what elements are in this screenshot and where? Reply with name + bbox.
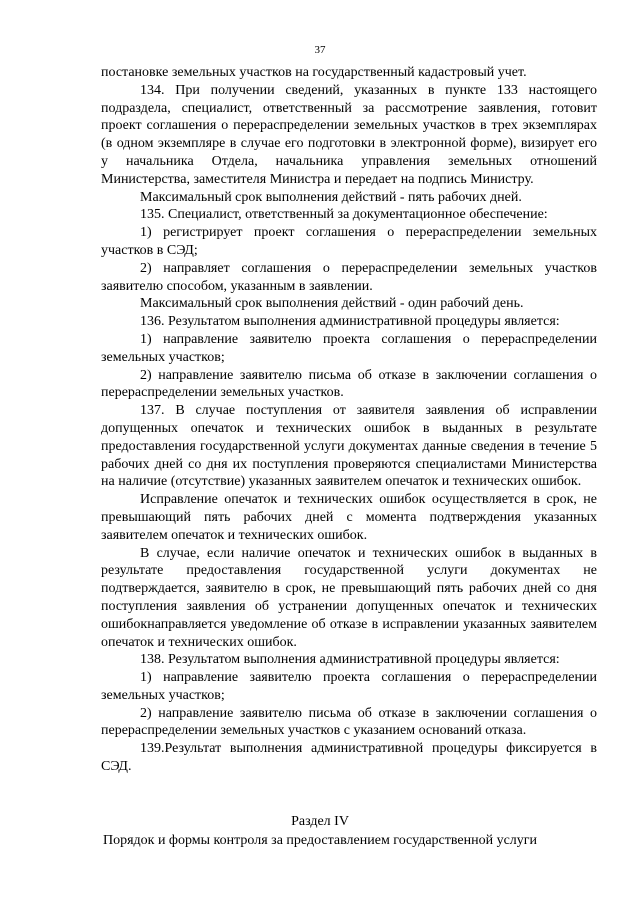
paragraph: 2) направление заявителю письма об отказе в заключении соглашения о перераспределении земельных участков. [101, 367, 597, 401]
section-title: Раздел IV [291, 814, 349, 829]
paragraph: 1) направление заявителю проекта соглашения о перераспределении земельных участков; [101, 331, 597, 365]
paragraph: 2) направляет соглашения о перераспределении земельных участков заявителю способом, указанным в заявлении. [101, 260, 597, 294]
paragraph: 135. Специалист, ответственный за документационное обеспечение: [140, 207, 548, 223]
paragraph: 134. При получении сведений, указанных в пункте 133 настоящего подраздела, специалист, ответственный за рассмотрение заявления, готовит проект соглашения о перераспределении земельных участков в трех экземплярах (в одном экземпляре в случае его подготовки в электронной форме), визирует его у начальника Отдела, начальника управления земельных отношений Министерства, заместителя Министра и передает на подпись Министру. [101, 82, 597, 187]
paragraph: 138. Результатом выполнения административной процедуры является: [140, 652, 560, 668]
paragraph: 137. В случае поступления от заявителя заявления об исправлении допущенных опечаток и технических ошибок в выданных в результате предоставления государственной услуги документах данные сведения в течение 5 рабочих дней со дня их поступления проверяются специалистами Министерства на наличие (отсутствие) указанных заявителем опечаток и технических ошибок. [101, 403, 597, 490]
paragraph: 2) направление заявителю письма об отказе в заключении соглашения о перераспределении земельных участков с указанием оснований отказа. [101, 705, 597, 739]
paragraph: 1) направление заявителю проекта соглашения о перераспределении земельных участков; [101, 670, 597, 703]
page-number: 37 [314, 44, 326, 56]
section-subtitle: Порядок и формы контроля за предоставлением государственной услуги [102, 833, 538, 848]
paragraph: постановке земельных участков на государственный кадастровый учет. [101, 65, 527, 80]
paragraph: 1) регистрирует проект соглашения о перераспределении земельных участков в СЭД; [101, 225, 597, 258]
paragraph: Исправление опечаток и технических ошибок осуществляется в срок, не превышающий пять рабочих дней с момента подтверждения указанных заявителем опечаток и технических ошибок. [101, 492, 597, 543]
paragraph: В случае, если наличие опечаток и технических ошибок в выданных в результате предоставления государственной услуги документах не подтверждается, заявителю в срок, не превышающий пять рабочих дней со дня поступления заявления об устранении допущенных опечаток и технических ошибокнаправляется уведомление об отказе в исправлении указанных заявителем опечаток и технических ошибок. [101, 545, 597, 650]
paragraph: 136. Результатом выполнения административной процедуры является: [140, 314, 560, 330]
paragraph: Максимальный срок выполнения действий - пять рабочих дней. [140, 189, 522, 205]
document-body [101, 64, 597, 776]
paragraph: 139.Результат выполнения административной процедуры фиксируется в СЭД. [101, 741, 597, 775]
paragraph: Максимальный срок выполнения действий - один рабочий день. [140, 296, 524, 312]
